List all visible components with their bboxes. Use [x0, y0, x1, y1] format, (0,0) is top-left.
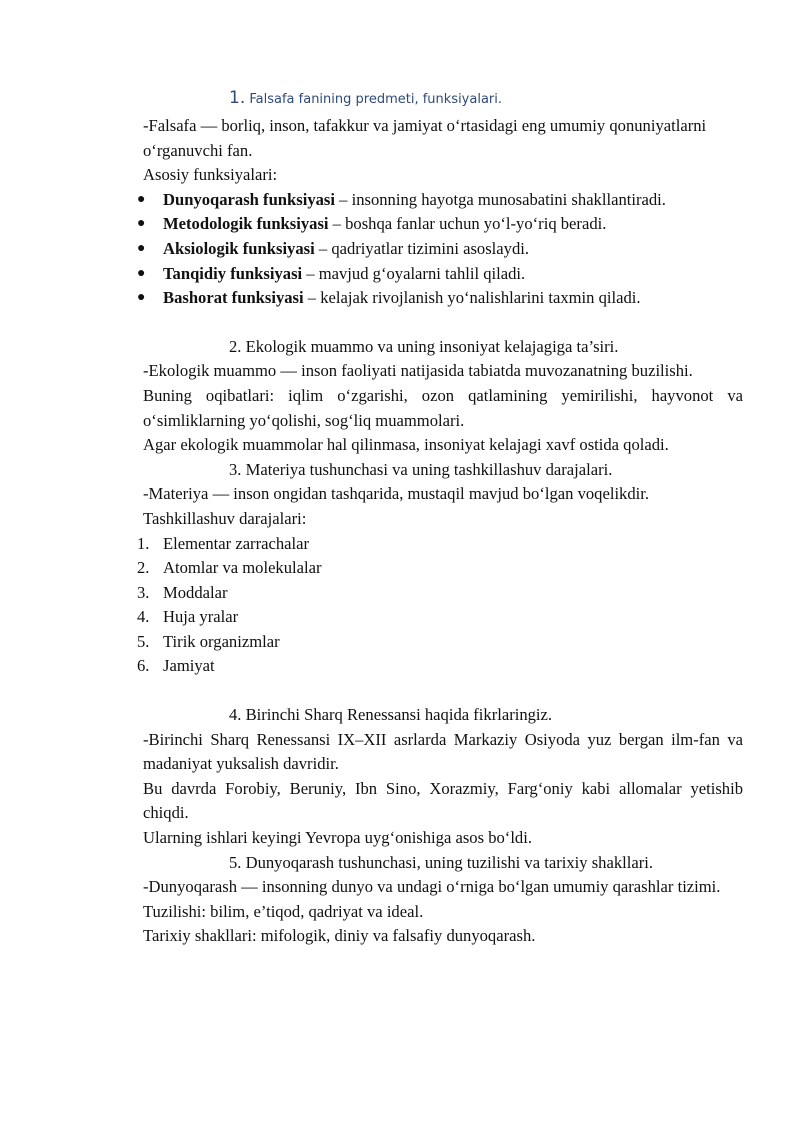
function-name: Bashorat funksiyasi — [163, 288, 304, 308]
section-2-heading: 2. Ekologik muammo va uning insoniyat kelajagiga ta’siri. — [229, 336, 619, 356]
function-name: Dunyoqarash funksiyasi — [163, 189, 335, 209]
section-1-heading — [229, 84, 743, 114]
section-3-heading: 3. Materiya tushunchasi va uning tashkillashuv darajalari. — [229, 459, 613, 479]
function-name: Metodologik funksiyasi — [163, 214, 329, 234]
list-item — [137, 237, 743, 262]
section-5-paragraph-2: Tuzilishi: bilim, e’tiqod, qadriyat va ideal. — [143, 901, 424, 921]
functions-list — [137, 188, 743, 311]
section-5-heading: 5. Dunyoqarash tushunchasi, uning tuzilishi va tarixiy shakllari. — [229, 852, 653, 872]
section-4-paragraph-3: Ularning ishlari keyingi Yevropa uyg‘onishiga asos bo‘ldi. — [143, 828, 532, 848]
function-name: Tanqidiy funksiyasi — [163, 263, 303, 283]
section-5-paragraph-3: Tarixiy shakllari: mifologik, diniy va falsafiy dunyoqarash. — [143, 926, 536, 946]
list-item — [137, 605, 743, 630]
bullet-icon: ● — [137, 216, 146, 232]
function-desc: – insonning hayotga munosabatini shakllantiradi. — [335, 189, 666, 209]
level-text: Moddalar — [163, 582, 228, 602]
level-text: Jamiyat — [163, 656, 215, 676]
levels-list — [137, 532, 743, 680]
function-desc: – kelajak rivojlanish yo‘nalishlarini taxmin qiladi. — [303, 288, 641, 308]
list-item — [137, 654, 743, 679]
list-item — [137, 630, 743, 655]
level-text: Atomlar va molekulalar — [163, 558, 322, 578]
section-3-paragraph-1: -Materiya — inson ongidan tashqarida, mustaqil mavjud bo‘lgan voqelikdir. — [143, 484, 650, 504]
list-item — [137, 212, 743, 237]
list-number: 6. — [137, 656, 150, 676]
function-desc: – mavjud g‘oyalarni tahlil qiladi. — [302, 263, 526, 283]
section-2-paragraph-3: Agar ekologik muammolar hal qilinmasa, insoniyat kelajagi xavf ostida qoladi. — [143, 435, 669, 455]
section-3-levels-label: Tashkillashuv darajalari: — [143, 508, 307, 528]
bullet-icon: ● — [137, 240, 146, 256]
list-number: 2. — [137, 558, 150, 578]
section-1-definition: -Falsafa — borliq, inson, tafakkur va jamiyat o‘rtasidagi eng umumiy qonuniyatlarni o‘rganuvchi fan. — [143, 116, 707, 160]
bullet-icon: ● — [137, 290, 146, 306]
section-4-paragraph-2: Bu davrda Forobiy, Beruniy, Ibn Sino, Xorazmiy, Farg‘oniy kabi allomalar yetishib chiqdi. — [143, 778, 743, 823]
section-4-paragraph-1: -Birinchi Sharq Renessansi IX–XII asrlarda Markaziy Osiyoda yuz bergan ilm-fan va madaniyat yuksalish davridir. — [143, 729, 743, 774]
list-item — [137, 262, 743, 287]
list-item — [137, 556, 743, 581]
function-desc: – boshqa fanlar uchun yo‘l-yo‘riq beradi. — [328, 214, 607, 234]
section-1-functions-label: Asosiy funksiyalari: — [143, 165, 278, 185]
bullet-icon: ● — [137, 191, 146, 207]
section-5-paragraph-1: -Dunyoqarash — insonning dunyo va undagi o‘rniga bo‘lgan umumiy qarashlar tizimi. — [143, 877, 721, 897]
section-2-paragraph-2: Buning oqibatlari: iqlim o‘zgarishi, ozon qatlamining yemirilishi, hayvonot va o‘simliklarning yo‘qolishi, sog‘liq muammolari. — [143, 385, 743, 430]
list-item — [137, 286, 743, 311]
list-item — [137, 581, 743, 606]
level-text: Tirik organizmlar — [163, 631, 280, 651]
section-4-heading: 4. Birinchi Sharq Renessansi haqida fikrlaringiz. — [229, 705, 553, 725]
list-item — [137, 532, 743, 557]
level-text: Elementar zarrachalar — [163, 533, 310, 553]
list-number: 3. — [137, 582, 150, 602]
function-desc: – qadriyatlar tizimini asoslaydi. — [314, 238, 530, 258]
document-page — [137, 84, 743, 949]
list-number: 5. — [137, 631, 150, 651]
section-1-title: Falsafa fanining predmeti, funksiyalari. — [249, 92, 503, 107]
level-text: Huja yralar — [163, 607, 239, 627]
list-item — [137, 188, 743, 213]
list-number: 4. — [137, 607, 150, 627]
bullet-icon: ● — [137, 265, 146, 281]
section-2-paragraph-1: -Ekologik muammo — inson faoliyati natijasida tabiatda muvozanatning buzilishi. — [143, 361, 693, 381]
function-name: Aksiologik funksiyasi — [163, 238, 315, 258]
list-number: 1. — [137, 533, 150, 553]
section-1-number: 1. — [229, 88, 246, 108]
